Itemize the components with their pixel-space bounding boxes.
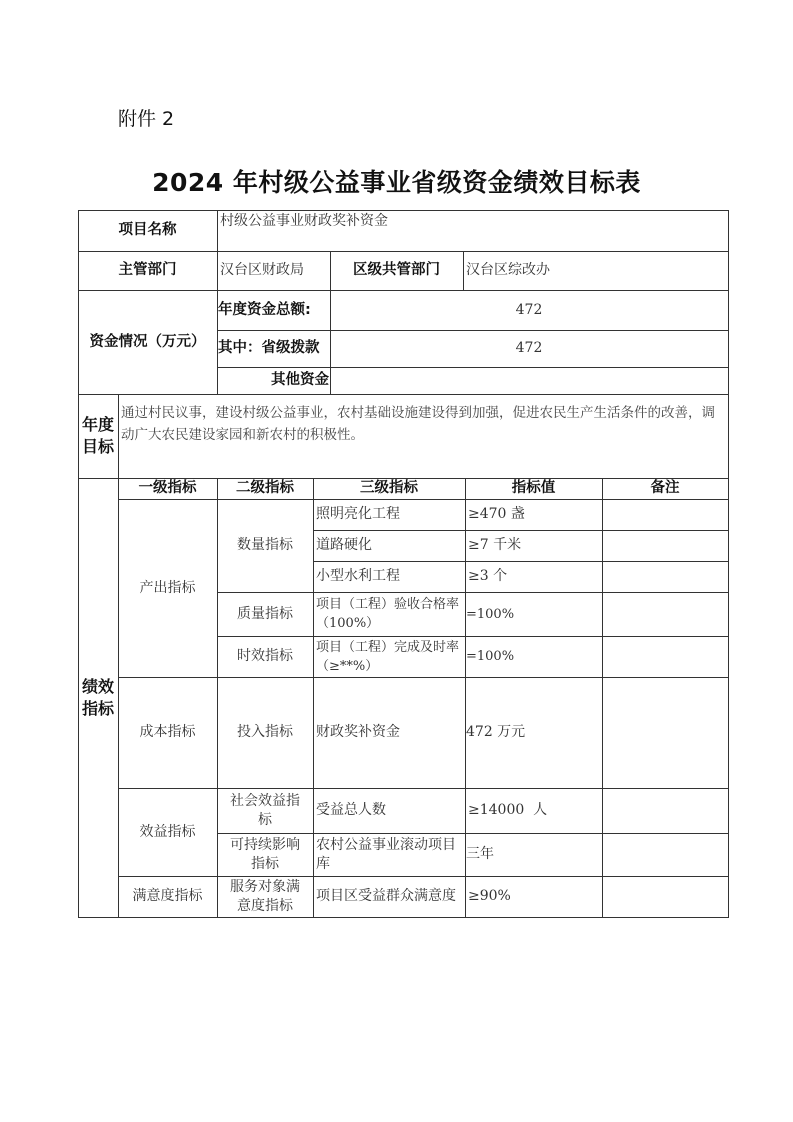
level2-quantity: 数量指标 [237,537,293,553]
table-border-right [728,210,729,918]
page-title: 2024 年村级公益事业省级资金绩效目标表 [152,168,641,197]
level3-timely: 项目（工程）完成及时率（≥**%） [316,639,460,674]
value-water: ≥3 个 [468,568,508,584]
level3-road: 道路硬化 [316,537,372,553]
header-note: 备注 [650,480,680,496]
level3-satisfaction: 项目区受益群众满意度 [316,888,456,904]
dept-value: 汉台区财政局 [220,262,304,278]
level1-benefit: 效益指标 [139,823,196,840]
co-dept-label: 区级共管部门 [353,262,440,278]
note-water [602,561,728,592]
value-lighting: ≥470 盏 [468,506,525,522]
value-road: ≥7 千米 [468,537,522,553]
note-lighting [602,499,728,530]
note-road [602,530,728,561]
level2-sustainability: 可持续影响指标 [230,836,300,872]
funds-total-value: 472 [515,301,543,318]
level1-cost: 成本指标 [139,724,196,740]
value-project-pool: 三年 [466,846,494,862]
header-level1: 一级指标 [138,480,197,496]
level3-subsidy: 财政奖补资金 [316,724,400,740]
note-timely [602,636,728,677]
note-acceptance [602,592,728,636]
funds-provincial-label: 其中：省级拨款 [218,340,320,356]
note-project-pool [602,833,728,876]
table-border-bottom [78,917,729,918]
value-acceptance: =100% [466,606,515,622]
level2-quality: 质量指标 [237,605,293,622]
funds-other-value [330,367,728,394]
project-name-label: 项目名称 [118,222,177,238]
level3-project-pool: 农村公益事业滚动项目库 [316,836,456,872]
value-timely: =100% [466,649,515,664]
level3-beneficiaries: 受益总人数 [316,802,386,818]
value-satisfaction: ≥90% [468,888,511,904]
project-name-value: 村级公益事业财政奖补资金 [220,213,388,229]
level2-service-satisfaction: 服务对象满意度指标 [230,878,300,914]
annual-goal-label: 年度目标 [81,415,114,456]
level1-satisfaction: 满意度指标 [132,888,203,904]
header-value: 指标值 [511,480,556,496]
level2-timeliness: 时效指标 [237,648,293,664]
performance-label: 绩效指标 [81,676,114,718]
note-satisfaction [602,876,728,917]
level1-output: 产出指标 [139,579,196,596]
attachment-label: 附件 2 [118,108,175,130]
annual-goal-text: 通过村民议事，建设村级公益事业，农村基础设施建设得到加强，促进农民生产生活条件的改善，调动广大农民建设家园和新农村的积极性。 [121,405,715,443]
level3-acceptance: 项目（工程）验收合格率（100%） [316,597,460,631]
dept-label: 主管部门 [118,262,177,278]
value-subsidy: 472 万元 [466,724,526,740]
funds-total-label: 年度资金总额: [218,301,311,318]
level3-water: 小型水利工程 [316,568,400,584]
note-subsidy [602,677,728,788]
level2-input: 投入指标 [237,724,293,740]
level2-social-benefit: 社会效益指标 [230,792,300,828]
note-beneficiaries [602,788,728,833]
header-level2: 二级指标 [236,480,294,496]
header-level3: 三级指标 [360,480,418,496]
funds-label: 资金情况（万元） [89,333,206,350]
funds-provincial-value: 472 [515,340,543,356]
value-beneficiaries: ≥14000 人 [468,802,548,818]
funds-other-label: 其他资金 [271,372,329,388]
co-dept-value: 汉台区综改办 [466,262,550,278]
level3-lighting: 照明亮化工程 [316,506,400,522]
